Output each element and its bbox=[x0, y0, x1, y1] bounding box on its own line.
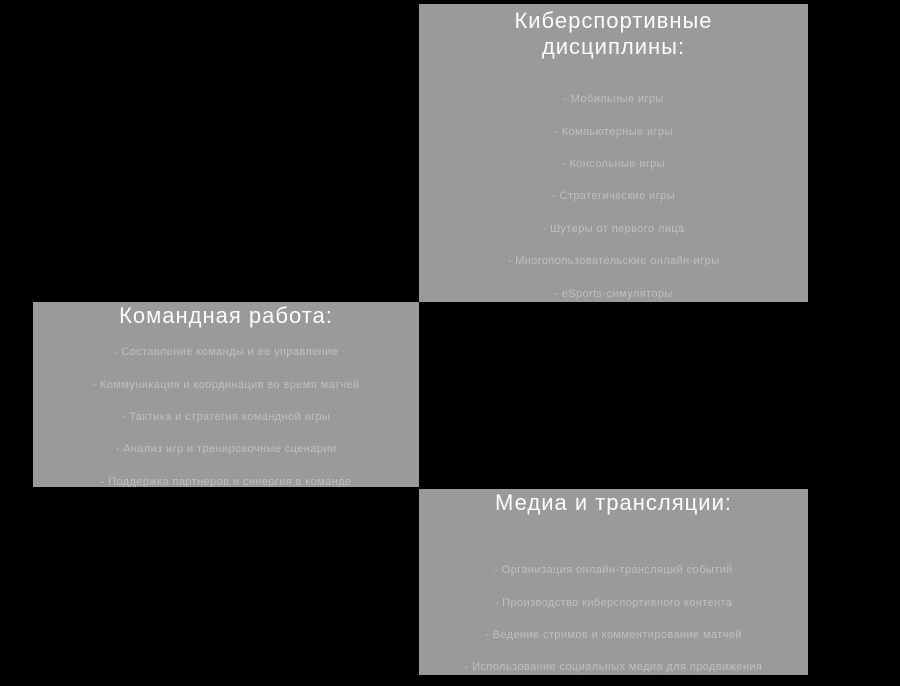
list-item: - Использование социальных медиа для продвижения bbox=[464, 661, 763, 674]
panel-esports-disciplines bbox=[419, 4, 808, 302]
teamwork-list bbox=[33, 336, 419, 487]
panel-title-esports-disciplines: Киберспортивные дисциплины: bbox=[514, 8, 713, 59]
list-item: - Ведение стримов и комментирование матчей bbox=[485, 628, 742, 641]
panel-media-broadcasts bbox=[419, 489, 808, 675]
esports-disciplines-list bbox=[419, 83, 808, 302]
panel-title-media-broadcasts: Медиа и трансляции: bbox=[495, 490, 732, 515]
list-item: - Мобильные игры bbox=[563, 93, 664, 106]
list-item: - Производство киберспортивного контента bbox=[494, 596, 733, 609]
list-item: - eSports-симуляторы bbox=[554, 287, 673, 300]
list-item: - Компьютерные игры bbox=[554, 125, 673, 138]
list-item: - Составление команды и ее управление bbox=[113, 346, 339, 359]
panel-teamwork bbox=[33, 302, 419, 487]
list-item: - Коммуникация и координация во время матчей bbox=[92, 378, 360, 391]
list-item: - Стратегические игры bbox=[552, 190, 675, 203]
list-item: - Шутеры от первого лица bbox=[542, 222, 685, 235]
list-item: - Многопользовательские онлайн-игры bbox=[507, 255, 720, 268]
list-item: - Консольные игры bbox=[561, 157, 666, 170]
panel-title-teamwork: Командная работа: bbox=[119, 303, 333, 328]
list-item: - Тактика и стратегия командной игры bbox=[121, 410, 331, 423]
list-item: - Поддержка партнеров и синергия в команде bbox=[100, 475, 352, 487]
media-broadcasts-list bbox=[419, 554, 808, 675]
list-item: - Анализ игр и тренировочные сценарии bbox=[115, 443, 337, 456]
list-item: - Организация онлайн-трансляций событий bbox=[494, 564, 733, 577]
